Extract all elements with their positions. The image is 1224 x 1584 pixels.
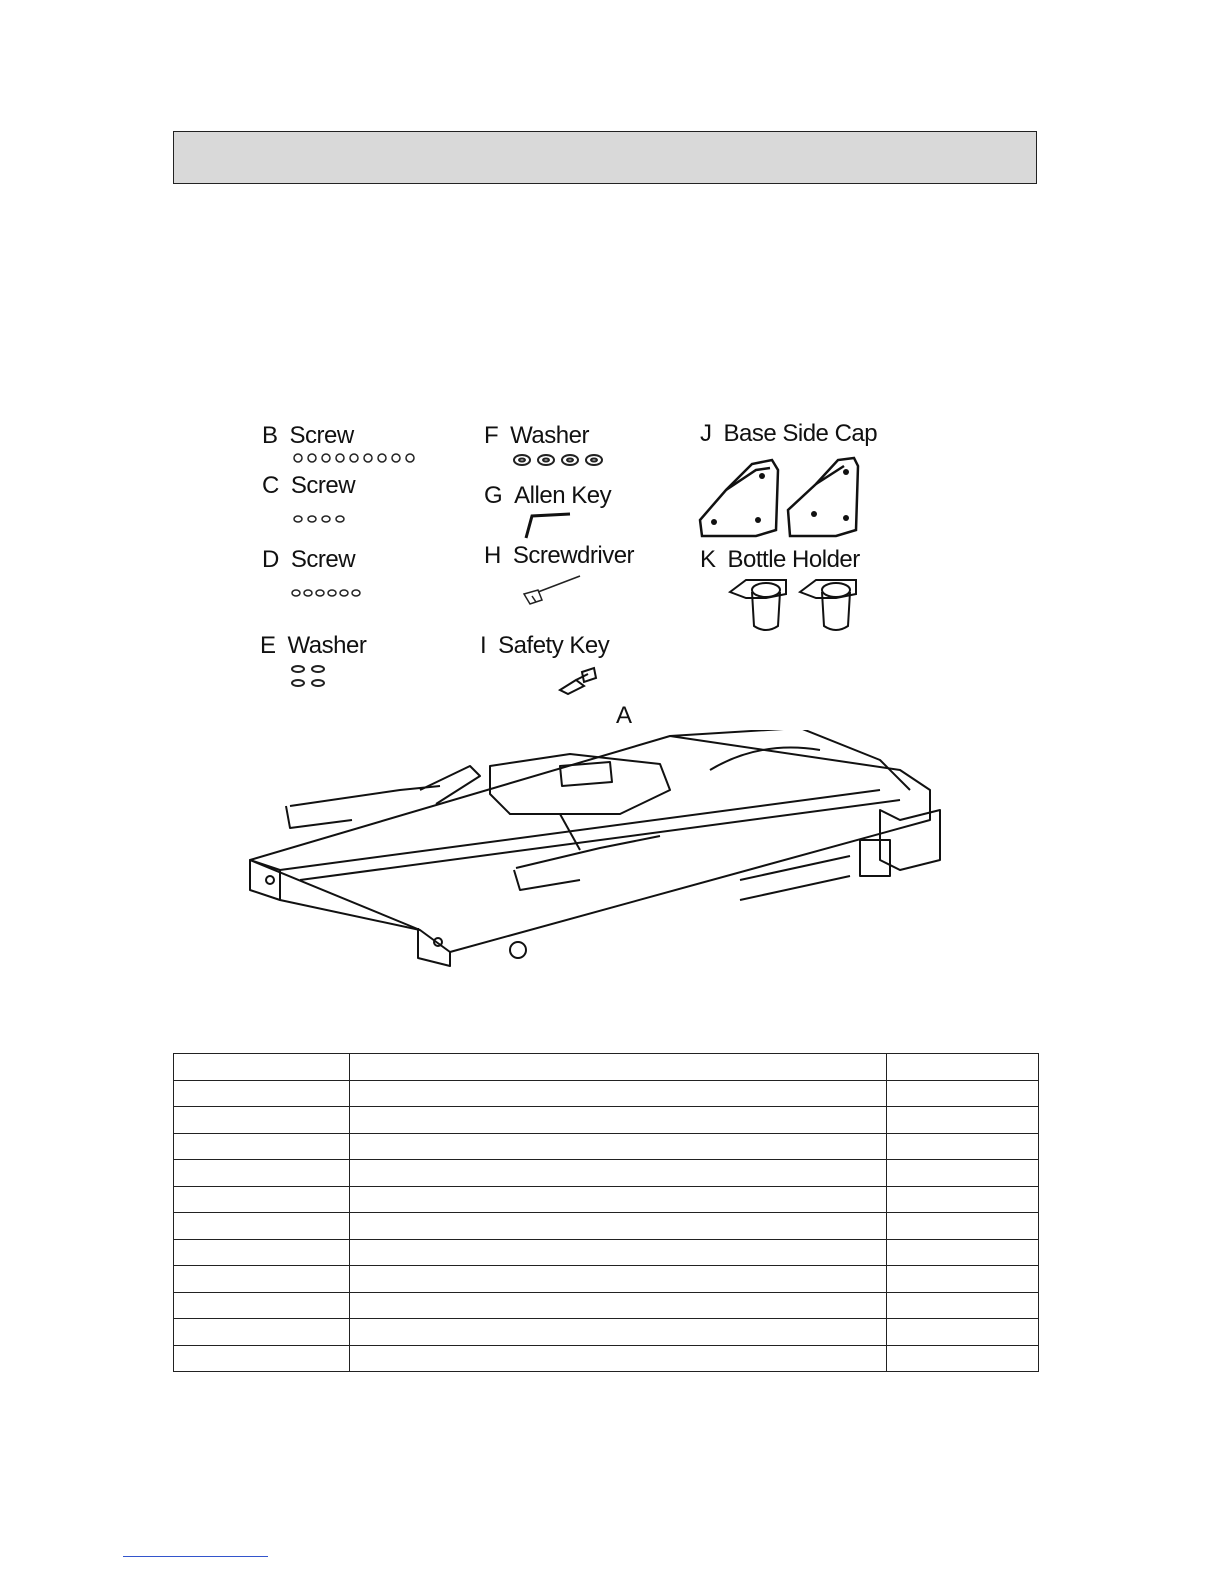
table-row — [174, 1292, 1039, 1319]
part-letter: C — [262, 472, 279, 499]
part-label-d — [262, 546, 355, 574]
part-name: Washer — [287, 632, 367, 659]
table-row — [174, 1080, 1039, 1107]
table-cell — [350, 1213, 887, 1240]
screw-b-icon — [292, 450, 422, 466]
part-label-g — [484, 482, 611, 510]
table-cell — [174, 1239, 350, 1266]
part-letter: H — [484, 542, 501, 569]
table-cell — [350, 1054, 887, 1081]
part-name: Screw — [290, 472, 356, 499]
part-name: Screw — [289, 422, 354, 449]
footnote-separator — [123, 1556, 268, 1557]
table-cell — [350, 1266, 887, 1293]
table-row — [174, 1054, 1039, 1081]
table-cell — [887, 1054, 1039, 1081]
table-cell — [350, 1107, 887, 1134]
part-name: Washer — [510, 422, 589, 449]
part-letter: D — [262, 546, 279, 573]
treadmill-icon — [240, 730, 960, 980]
part-name: Screwdriver — [512, 542, 635, 569]
table-row — [174, 1107, 1039, 1134]
part-letter: B — [262, 422, 278, 449]
table-cell — [887, 1133, 1039, 1160]
part-name: Screw — [290, 546, 356, 573]
screw-d-icon — [290, 586, 362, 600]
allen-key-icon — [522, 510, 574, 540]
section-header-bar — [173, 131, 1037, 184]
part-label-e — [260, 632, 366, 660]
table-cell — [350, 1160, 887, 1187]
table-cell — [887, 1186, 1039, 1213]
table-cell — [174, 1054, 350, 1081]
washer-f-icon — [512, 452, 604, 468]
table-cell — [887, 1160, 1039, 1187]
table-cell — [350, 1133, 887, 1160]
part-label-h — [484, 542, 634, 570]
table-cell — [174, 1319, 350, 1346]
part-name: Allen Key — [514, 482, 612, 509]
part-letter: G — [484, 482, 503, 509]
table-row — [174, 1319, 1039, 1346]
table-cell — [887, 1266, 1039, 1293]
table-row — [174, 1133, 1039, 1160]
base-side-cap-icon — [696, 450, 882, 542]
part-label-j — [700, 420, 877, 448]
table-cell — [887, 1107, 1039, 1134]
table-cell — [174, 1266, 350, 1293]
table-cell — [174, 1213, 350, 1240]
table-cell — [174, 1133, 350, 1160]
part-name: Bottle Holder — [727, 546, 860, 573]
table-row — [174, 1186, 1039, 1213]
table-cell — [174, 1080, 350, 1107]
part-letter: J — [700, 420, 712, 447]
parts-illustration — [240, 410, 960, 990]
table-cell — [350, 1186, 887, 1213]
table-row — [174, 1239, 1039, 1266]
table-cell — [887, 1319, 1039, 1346]
table-cell — [174, 1107, 350, 1134]
part-name: Base Side Cap — [723, 420, 878, 447]
table-cell — [887, 1239, 1039, 1266]
safety-key-icon — [554, 660, 604, 696]
washer-e-icon — [288, 662, 334, 690]
table-cell — [174, 1186, 350, 1213]
table-cell — [887, 1213, 1039, 1240]
table-cell — [350, 1292, 887, 1319]
table-row — [174, 1345, 1039, 1372]
table-cell — [887, 1292, 1039, 1319]
screw-c-icon — [292, 512, 352, 526]
part-name: Safety Key — [498, 632, 610, 659]
table-cell — [174, 1345, 350, 1372]
part-letter: F — [484, 422, 499, 449]
table-cell — [350, 1319, 887, 1346]
table-cell — [350, 1080, 887, 1107]
part-letter: I — [480, 632, 487, 659]
parts-list-table — [173, 1053, 1039, 1372]
part-letter: K — [700, 546, 716, 573]
table-cell — [174, 1292, 350, 1319]
part-label-i — [480, 632, 609, 660]
table-cell — [350, 1239, 887, 1266]
bottle-holder-icon — [726, 576, 870, 640]
screwdriver-icon — [520, 572, 584, 608]
table-row — [174, 1213, 1039, 1240]
table-cell — [887, 1345, 1039, 1372]
table-row — [174, 1160, 1039, 1187]
part-letter: A — [616, 702, 632, 729]
part-letter: E — [260, 632, 276, 659]
part-label-f — [484, 422, 589, 450]
table-cell — [887, 1080, 1039, 1107]
parts-table-body — [174, 1054, 1039, 1372]
table-cell — [350, 1345, 887, 1372]
part-label-c — [262, 472, 355, 500]
part-label-k — [700, 546, 860, 574]
table-cell — [174, 1160, 350, 1187]
part-label-a — [616, 702, 632, 730]
part-label-b — [262, 422, 354, 450]
table-row — [174, 1266, 1039, 1293]
